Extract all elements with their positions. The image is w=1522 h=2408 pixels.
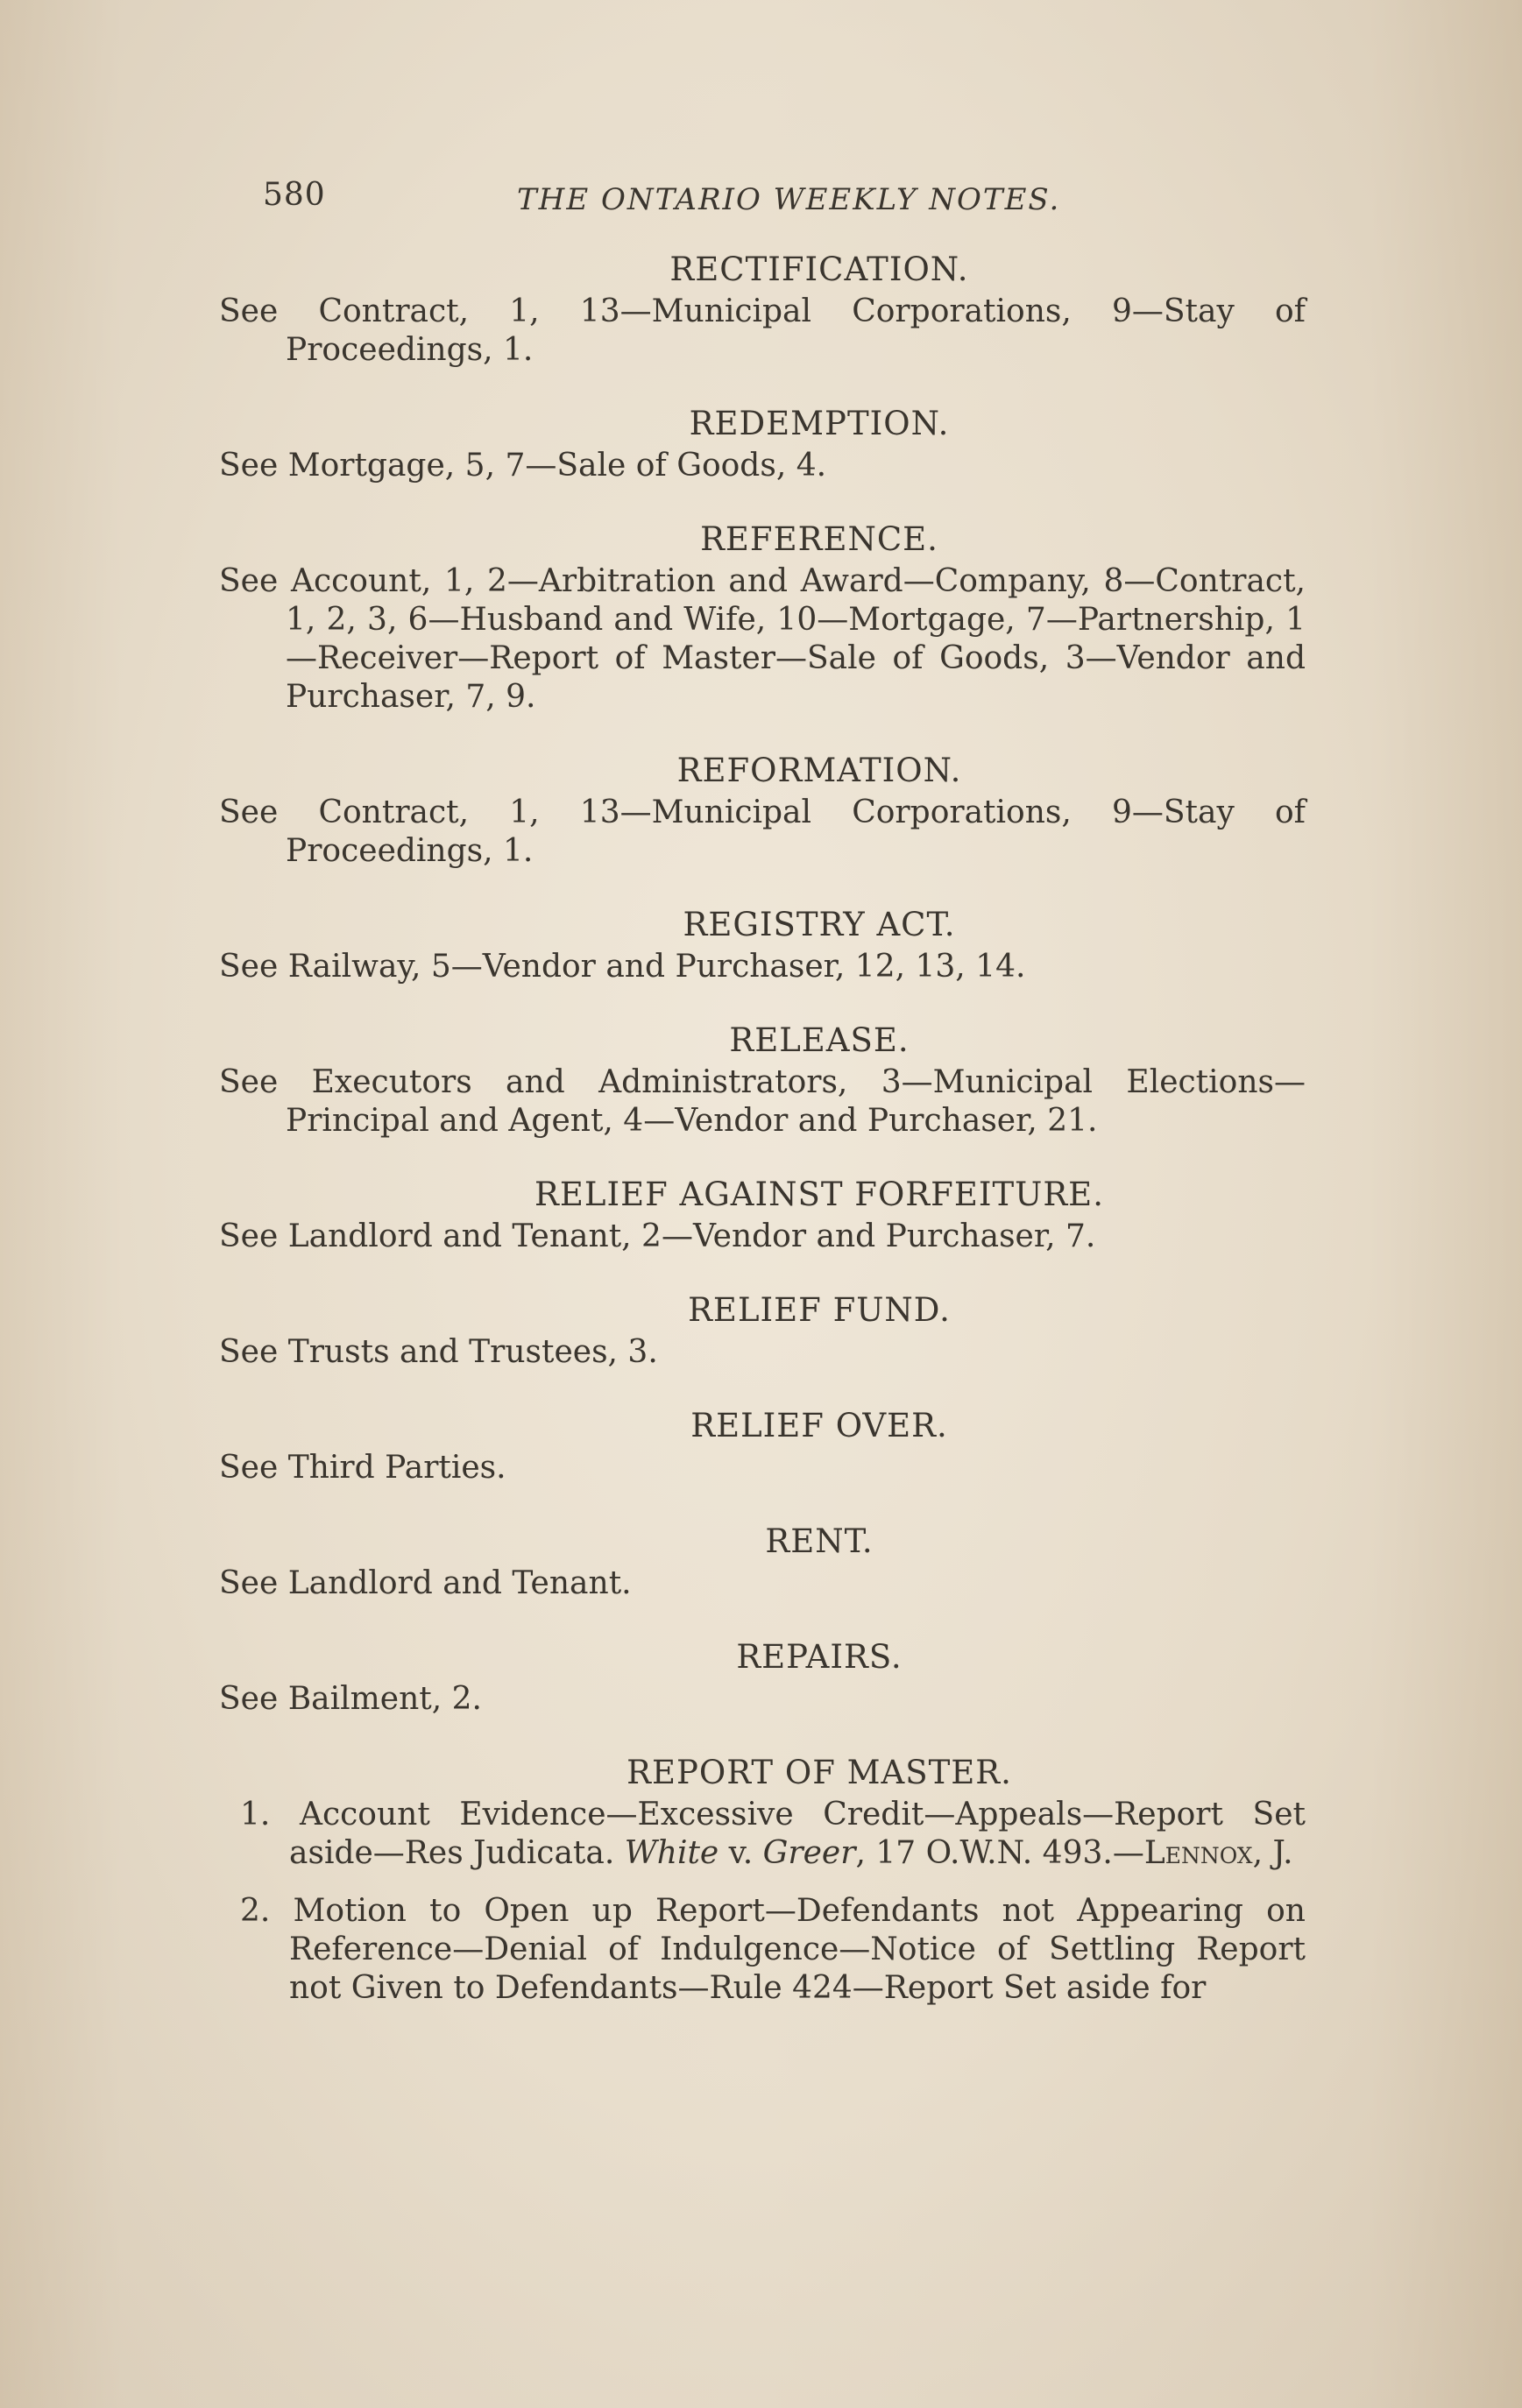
index-entry-redemption — [219, 405, 1306, 485]
index-entry-relief-over — [219, 1407, 1306, 1487]
report-item-1 — [219, 1796, 1306, 1873]
index-entry-rectification — [219, 251, 1306, 370]
entry-text: See Bailment, 2. — [219, 1681, 482, 1717]
judge-name: Lennox, J. — [1143, 1835, 1293, 1871]
item-text: Account Evidence—Excessive Credit—Appeals—Report Set aside—Res Judicata. — [289, 1797, 1306, 1871]
entry-text: See Account, 1, 2—Arbitration and Award—Company, 8—Contract, 1, 2, 3, 6—Husband and Wife, 10—Mortgage, 7—Partnership, 1—Receiver—Report of Master—Sale of Goods, 3—Vendor and Purchaser, 7, 9. — [219, 563, 1306, 715]
case-citation: , 17 O.W.N. 493.— — [855, 1835, 1144, 1871]
running-head — [219, 166, 1306, 228]
entry-heading: RELIEF OVER. — [690, 1407, 948, 1444]
entry-heading: REFORMATION. — [676, 752, 962, 789]
entry-text: See Contract, 1, 13—Municipal Corporations, 9—Stay of Proceedings, 1. — [219, 794, 1306, 869]
index-entry-release — [219, 1021, 1306, 1140]
entry-heading: REGISTRY ACT. — [683, 906, 956, 943]
index-entry-reference — [219, 520, 1306, 717]
entry-heading: RELEASE. — [729, 1021, 910, 1059]
item-number: 1. — [240, 1797, 271, 1832]
entry-text: See Executors and Administrators, 3—Municipal Elections—Principal and Agent, 4—Vendor and Purchaser, 21. — [219, 1064, 1306, 1139]
case-name-plaintiff: White — [624, 1835, 719, 1871]
entry-heading: RECTIFICATION. — [669, 251, 969, 288]
entry-heading: RENT. — [765, 1522, 874, 1560]
entry-text: See Trusts and Trustees, 3. — [219, 1334, 658, 1370]
entry-heading: REDEMPTION. — [689, 405, 950, 442]
entry-heading: REFERENCE. — [700, 520, 938, 558]
entry-text: See Railway, 5—Vendor and Purchaser, 12, 13, 14. — [219, 949, 1026, 985]
index-entry-relief-fund — [219, 1291, 1306, 1372]
entry-heading: RELIEF AGAINST FORFEITURE. — [534, 1176, 1104, 1213]
index-entry-report-of-master — [219, 1754, 1306, 2008]
page-content — [219, 166, 1306, 2043]
report-of-master-list — [219, 1796, 1306, 2008]
index-entry-reformation — [219, 752, 1306, 871]
entry-text: See Mortgage, 5, 7—Sale of Goods, 4. — [219, 448, 827, 484]
item-text: Motion to Open up Report—Defendants not Appearing on Reference—Denial of Indulgence—Notice of Settling Report not Given to Defendants—Rule 424—Report Set aside for — [289, 1893, 1306, 2006]
index-entry-rent — [219, 1522, 1306, 1603]
entry-heading: RELIEF FUND. — [688, 1291, 951, 1329]
item-number: 2. — [240, 1893, 271, 1929]
index-entry-repairs — [219, 1638, 1306, 1719]
report-item-2 — [219, 1892, 1306, 2008]
case-name-defendant: Greer — [762, 1835, 856, 1871]
case-versus: v. — [719, 1835, 763, 1871]
entry-text: See Third Parties. — [219, 1450, 506, 1486]
index-entry-relief-against-forfeiture — [219, 1176, 1306, 1256]
index-entry-registry-act — [219, 906, 1306, 986]
entry-text: See Landlord and Tenant, 2—Vendor and Purchaser, 7. — [219, 1218, 1096, 1254]
entry-heading: REPORT OF MASTER. — [626, 1754, 1012, 1791]
entry-heading: REPAIRS. — [736, 1638, 903, 1676]
page-number: 580 — [263, 177, 326, 213]
journal-title: THE ONTARIO WEEKLY NOTES. — [517, 182, 1061, 217]
entry-text: See Landlord and Tenant. — [219, 1565, 632, 1601]
entry-text: See Contract, 1, 13—Municipal Corporations, 9—Stay of Proceedings, 1. — [219, 293, 1306, 368]
